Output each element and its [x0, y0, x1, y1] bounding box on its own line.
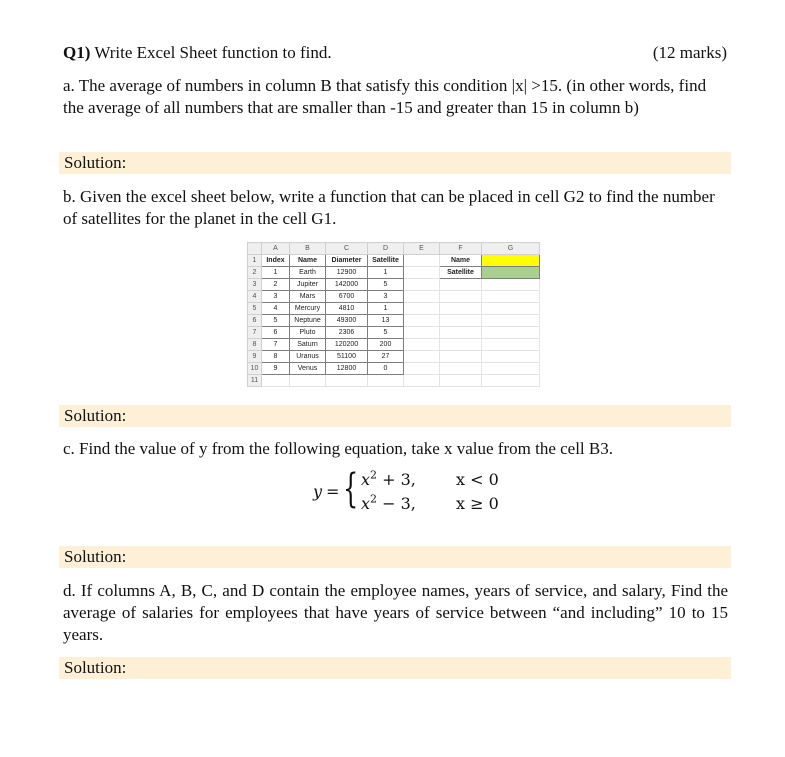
table-header-cell[interactable]: Satellite — [368, 255, 404, 267]
empty-cell[interactable] — [482, 363, 540, 375]
empty-cell[interactable] — [440, 351, 482, 363]
piecewise-equation — [313, 468, 533, 518]
spreadsheet-row — [248, 291, 540, 303]
case-1-exponent: 2 — [370, 468, 378, 482]
row-number[interactable]: 8 — [248, 339, 262, 351]
column-header[interactable]: F — [440, 243, 482, 255]
row-number[interactable]: 3 — [248, 279, 262, 291]
spreadsheet-row — [248, 279, 540, 291]
empty-cell[interactable] — [440, 315, 482, 327]
case-1-variable: x — [361, 470, 371, 489]
question-number: Q1) — [63, 43, 91, 62]
spreadsheet-grid — [247, 242, 540, 387]
cell[interactable]: 12800 — [326, 363, 368, 375]
empty-cell[interactable] — [404, 267, 440, 279]
cell[interactable]: 1 — [262, 267, 290, 279]
cell[interactable]: 8 — [262, 351, 290, 363]
spreadsheet-row — [248, 303, 540, 315]
empty-cell[interactable] — [440, 339, 482, 351]
case-2-variable: x — [361, 494, 371, 513]
empty-cell[interactable] — [482, 279, 540, 291]
table-header-cell[interactable]: Diameter — [326, 255, 368, 267]
cell[interactable]: 2306 — [326, 327, 368, 339]
empty-cell[interactable] — [482, 375, 540, 387]
empty-cell[interactable] — [440, 279, 482, 291]
solution-a — [59, 152, 731, 174]
empty-cell[interactable] — [440, 291, 482, 303]
cell[interactable]: Pluto — [290, 327, 326, 339]
empty-cell[interactable] — [262, 375, 290, 387]
column-header[interactable]: A — [262, 243, 290, 255]
empty-cell[interactable] — [404, 291, 440, 303]
row-number[interactable]: 11 — [248, 375, 262, 387]
cell[interactable]: Uranus — [290, 351, 326, 363]
empty-cell[interactable] — [482, 339, 540, 351]
case-2-expression — [361, 494, 416, 513]
cell[interactable]: Saturn — [290, 339, 326, 351]
empty-cell[interactable] — [404, 327, 440, 339]
spreadsheet-row — [248, 375, 540, 387]
row-number[interactable]: 10 — [248, 363, 262, 375]
empty-cell[interactable] — [404, 339, 440, 351]
case-2-exponent: 2 — [370, 492, 378, 506]
cell[interactable]: 1 — [368, 303, 404, 315]
column-header[interactable]: E — [404, 243, 440, 255]
part-b-text: b. Given the excel sheet below, write a function that can be placed in cell G2 to find the number of satellites for the planet in the cell G1. — [63, 187, 715, 228]
spreadsheet-row — [248, 363, 540, 375]
column-header[interactable]: C — [326, 243, 368, 255]
empty-cell[interactable] — [404, 375, 440, 387]
select-all-corner[interactable] — [248, 243, 262, 255]
cell[interactable]: 0 — [368, 363, 404, 375]
cell[interactable]: 9 — [262, 363, 290, 375]
cell[interactable]: 5 — [262, 315, 290, 327]
solution-b — [59, 405, 731, 427]
cell[interactable]: 3 — [262, 291, 290, 303]
empty-cell[interactable] — [290, 375, 326, 387]
empty-cell[interactable] — [404, 303, 440, 315]
solution-label: Solution: — [64, 658, 127, 677]
cell[interactable]: 13 — [368, 315, 404, 327]
cell[interactable]: 49300 — [326, 315, 368, 327]
empty-cell[interactable] — [404, 315, 440, 327]
empty-cell[interactable] — [440, 303, 482, 315]
case-1-rest: + 3, — [377, 470, 416, 489]
solution-label: Solution: — [64, 406, 127, 425]
case-1-condition: x < 0 — [456, 470, 499, 489]
solution-label: Solution: — [64, 153, 127, 172]
excel-spreadsheet — [247, 242, 541, 390]
empty-cell[interactable] — [482, 351, 540, 363]
part-a-text: a. The average of numbers in column B that satisfy this condition |x| >15. (in other words, find the average of all numbers that are smaller than -15 and greater than 15 in column b) — [63, 76, 707, 117]
table-header-cell[interactable]: Index — [262, 255, 290, 267]
g1-input-cell[interactable] — [482, 255, 540, 267]
empty-cell[interactable] — [404, 279, 440, 291]
g2-formula-cell[interactable] — [482, 267, 540, 279]
cell[interactable]: 2 — [262, 279, 290, 291]
row-number[interactable]: 6 — [248, 315, 262, 327]
row-number[interactable]: 1 — [248, 255, 262, 267]
cell[interactable]: 1 — [368, 267, 404, 279]
cell[interactable]: 200 — [368, 339, 404, 351]
empty-cell[interactable] — [404, 255, 440, 267]
part-c-text: c. Find the value of y from the following equation, take x value from the cell B3. — [63, 439, 613, 458]
empty-cell[interactable] — [368, 375, 404, 387]
column-header-row — [248, 243, 540, 255]
case-2-rest: − 3, — [377, 494, 416, 513]
row-number[interactable]: 4 — [248, 291, 262, 303]
solution-label: Solution: — [64, 547, 127, 566]
spreadsheet-row — [248, 267, 540, 279]
cell[interactable]: Earth — [290, 267, 326, 279]
cell[interactable]: Neptune — [290, 315, 326, 327]
cell[interactable]: Venus — [290, 363, 326, 375]
equation-lhs: y — [313, 482, 323, 501]
cell[interactable]: 4810 — [326, 303, 368, 315]
f-label-cell[interactable]: Name — [440, 255, 482, 267]
cell[interactable]: 142000 — [326, 279, 368, 291]
question-title: Write Excel Sheet function to find. — [94, 43, 332, 62]
cell[interactable]: 6700 — [326, 291, 368, 303]
empty-cell[interactable] — [440, 363, 482, 375]
row-number[interactable]: 9 — [248, 351, 262, 363]
case-1-expression — [361, 470, 416, 489]
cell[interactable]: 6 — [262, 327, 290, 339]
solution-d — [59, 657, 731, 679]
column-header[interactable]: G — [482, 243, 540, 255]
empty-cell[interactable] — [440, 375, 482, 387]
spreadsheet-row — [248, 339, 540, 351]
cell[interactable]: 4 — [262, 303, 290, 315]
spreadsheet-row — [248, 327, 540, 339]
cell[interactable]: 7 — [262, 339, 290, 351]
case-2-condition: x ≥ 0 — [456, 494, 499, 513]
cell[interactable]: 51100 — [326, 351, 368, 363]
empty-cell[interactable] — [482, 327, 540, 339]
question-header — [63, 42, 727, 64]
column-header[interactable]: B — [290, 243, 326, 255]
left-brace-icon: { — [343, 466, 359, 512]
empty-cell[interactable] — [404, 363, 440, 375]
empty-cell[interactable] — [326, 375, 368, 387]
cell[interactable]: Mercury — [290, 303, 326, 315]
column-header[interactable]: D — [368, 243, 404, 255]
spreadsheet-row — [248, 315, 540, 327]
cell[interactable]: 5 — [368, 327, 404, 339]
empty-cell[interactable] — [440, 327, 482, 339]
table-header-cell[interactable]: Name — [290, 255, 326, 267]
row-number[interactable]: 2 — [248, 267, 262, 279]
f-label-cell[interactable]: Satellite — [440, 267, 482, 279]
question-marks: (12 marks) — [652, 43, 727, 62]
empty-cell[interactable] — [482, 291, 540, 303]
row-number[interactable]: 5 — [248, 303, 262, 315]
empty-cell[interactable] — [482, 303, 540, 315]
cell[interactable]: 3 — [368, 291, 404, 303]
equation-equals: = — [326, 482, 340, 501]
empty-cell[interactable] — [482, 315, 540, 327]
row-number[interactable]: 7 — [248, 327, 262, 339]
cell[interactable]: Mars — [290, 291, 326, 303]
cell[interactable]: 5 — [368, 279, 404, 291]
spreadsheet-row — [248, 351, 540, 363]
part-d-text: d. If columns A, B, C, and D contain the employee names, years of service, and salary, Find the average of salaries for employees that have years of service between “and including” 10 to 15 years. — [63, 581, 728, 644]
cell[interactable]: Jupiter — [290, 279, 326, 291]
spreadsheet-row — [248, 255, 540, 267]
cell[interactable]: 12900 — [326, 267, 368, 279]
solution-c — [59, 546, 731, 568]
cell[interactable]: 120200 — [326, 339, 368, 351]
empty-cell[interactable] — [404, 351, 440, 363]
cell[interactable]: 27 — [368, 351, 404, 363]
